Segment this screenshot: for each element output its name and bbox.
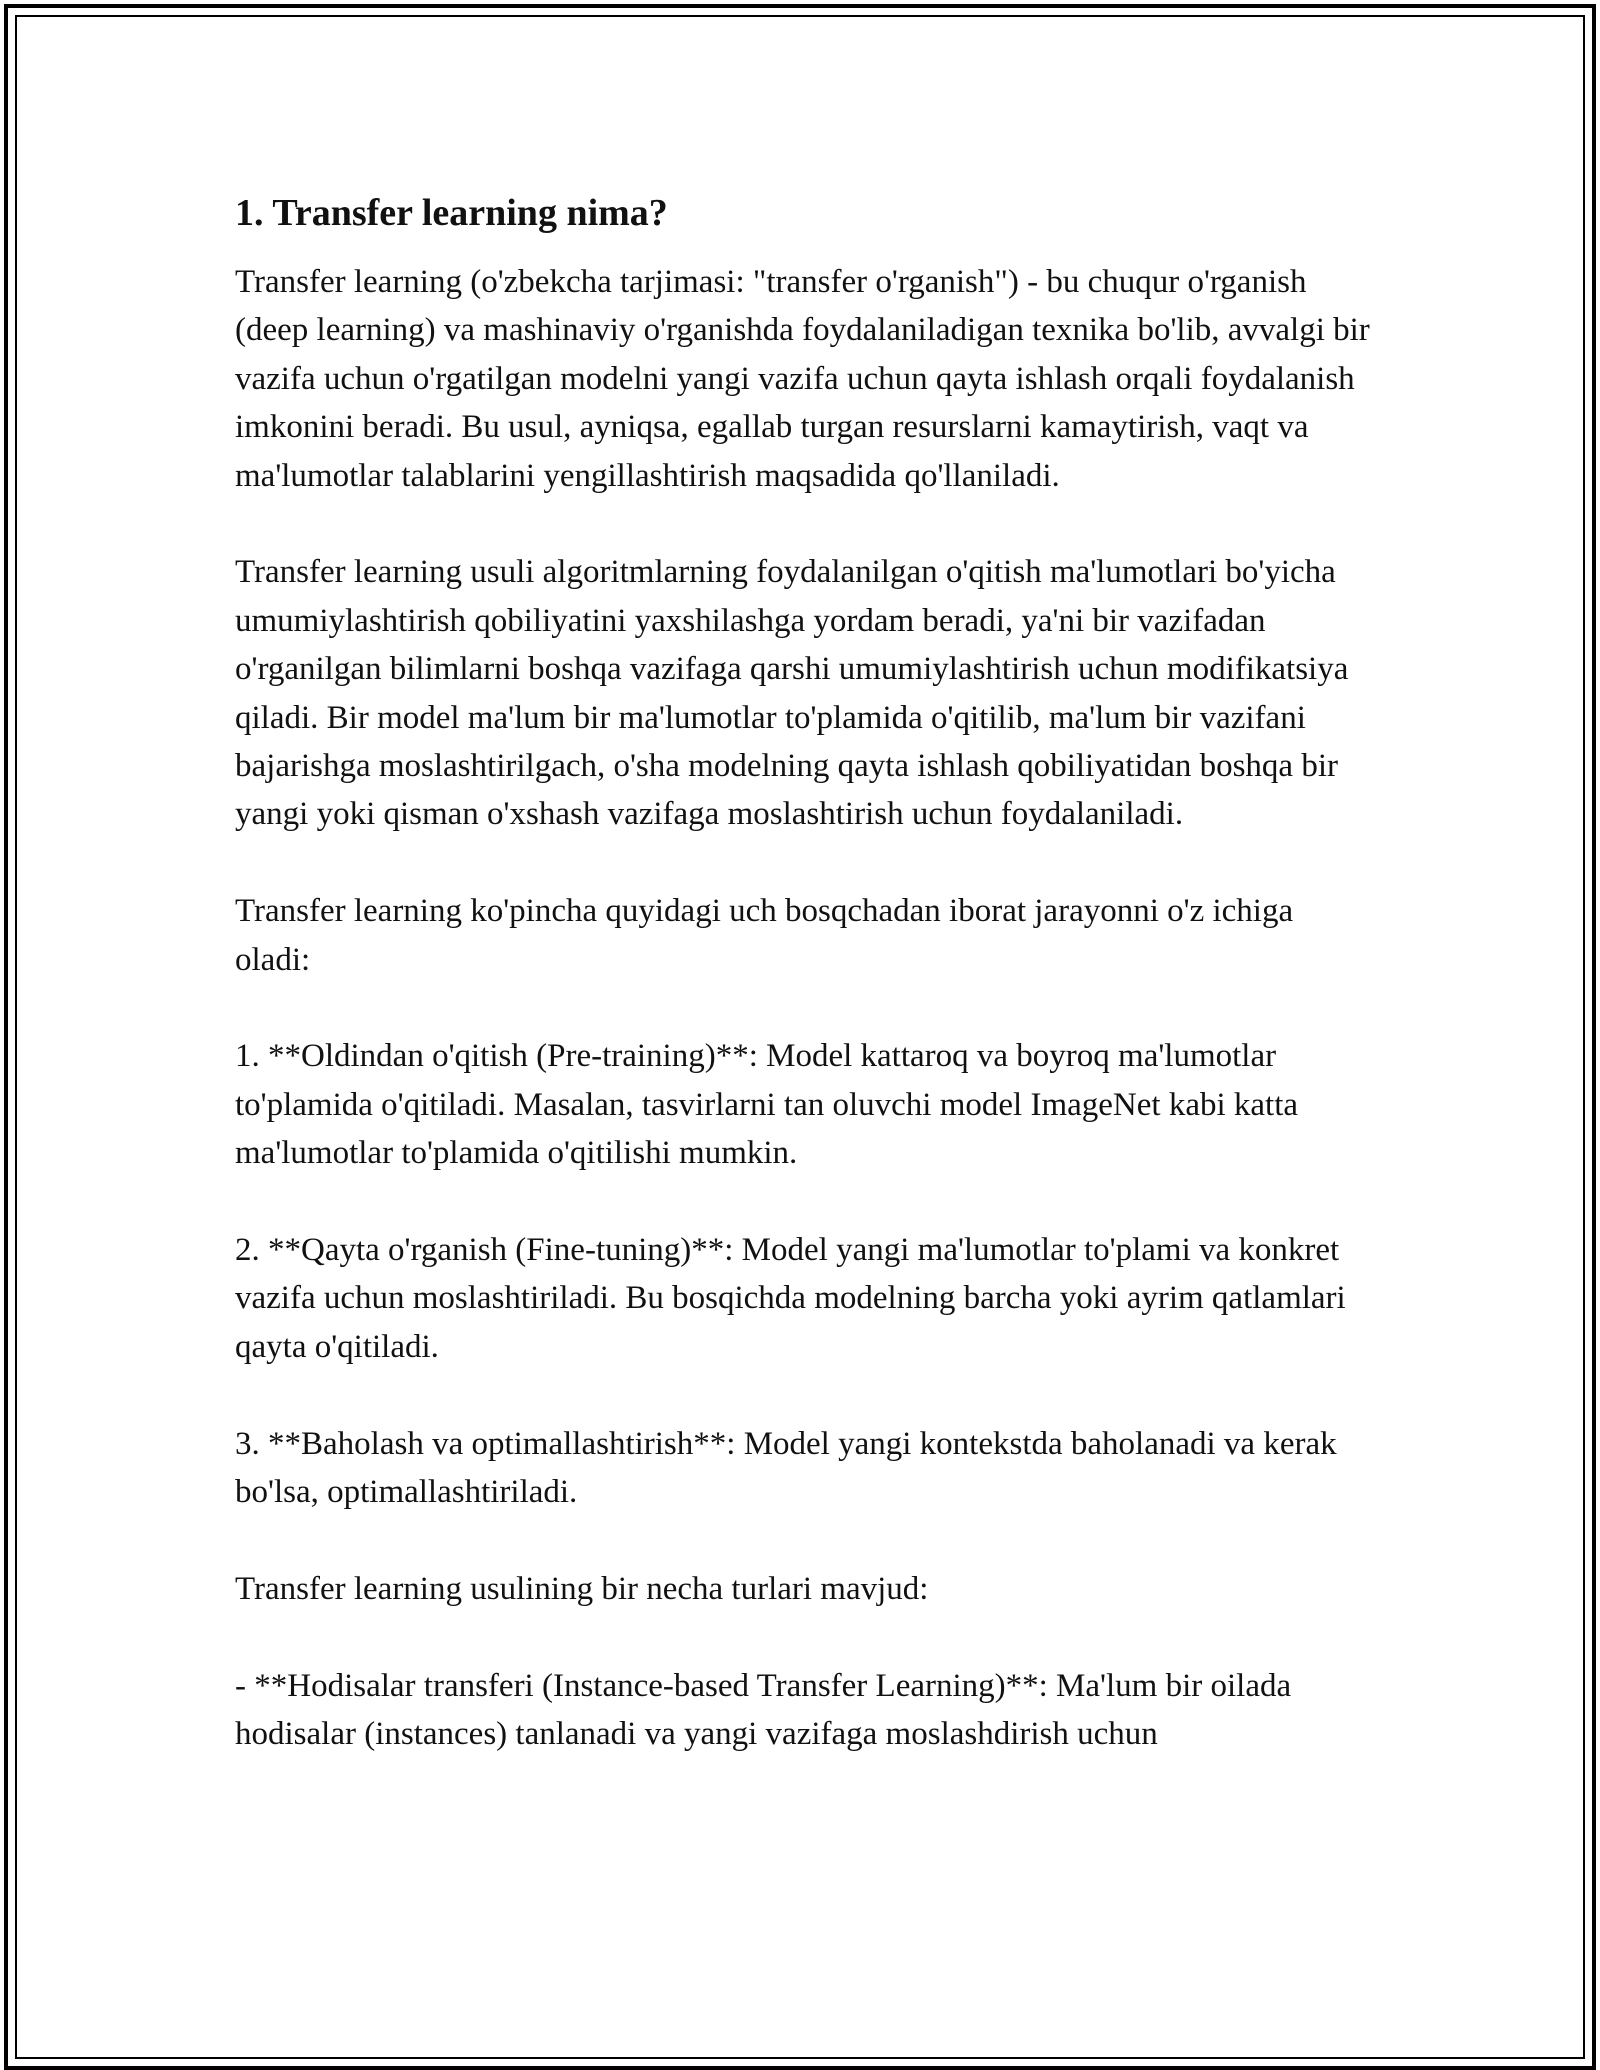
- stage-evaluation-item: 3. **Baholash va optimallashtirish**: Model yangi kontekstda baholanadi va kerak bo'lsa, optimallashtiriladi.: [235, 1425, 1337, 1511]
- document-body: [235, 186, 1370, 1758]
- stages-intro-paragraph: Transfer learning ko'pincha quyidagi uch bosqchadan iborat jarayonni o'z ichiga oladi:: [235, 893, 1294, 978]
- types-intro-paragraph: Transfer learning usulining bir necha turlari mavjud:: [235, 1570, 929, 1607]
- stage-pretraining-item: 1. **Oldindan o'qitish (Pre-training)**: Model kattaroq va boyroq ma'lumotlar to'plamida o'qitiladi. Masalan, tasvirlarni tan oluvchi model ImageNet kabi katta ma'lumotlar to'plamida o'qitilishi mumkin.: [235, 1038, 1299, 1172]
- section-heading: 1. Transfer learning nima?: [235, 192, 668, 234]
- stage-finetuning-item: 2. **Qayta o'rganish (Fine-tuning)**: Model yangi ma'lumotlar to'plami va konkret vazifa uchun moslashtiriladi. Bu bosqichda modelning barcha yoki ayrim qatlamlari qayta o'qitiladi.: [235, 1232, 1346, 1365]
- generalization-paragraph: Transfer learning usuli algoritmlarning foydalanilgan o'qitish ma'lumotlari bo'yicha umumiylashtirish qobiliyatini yaxshilashga yordam beradi, ya'ni bir vazifadan o'rganilgan bilimlarni boshqa vazifaga qarshi umumiylashtirish uchun modifikatsiya qiladi. Bir model ma'lum bir ma'lumotlar to'plamida o'qitilib, ma'lum bir vazifani bajarishga moslashtirilgach, o'sha modelning qayta ishlash qobiliyatidan boshqa bir yangi yoki qisman o'xshash vazifaga moslashtirish uchun foydalaniladi.: [235, 554, 1349, 833]
- type-instance-based-item: - **Hodisalar transferi (Instance-based Transfer Learning)**: Ma'lum bir oilada hodisalar (instances) tanlanadi va yangi vazifaga moslashdirish uchun: [235, 1667, 1292, 1753]
- intro-paragraph: Transfer learning (o'zbekcha tarjimasi: "transfer o'rganish") - bu chuqur o'rganish (deep learning) va mashinaviy o'rganishda foydalaniladigan texnika bo'lib, avvalgi bir vazifa uchun o'rgatilgan modelni yangi vazifa uchun qayta ishlash orqali foydalanish imkonini beradi. Bu usul, ayniqsa, egallab turgan resurslarni kamaytirish, vaqt va ma'lumotlar talablarini yengillashtirish maqsadida qo'llaniladi.: [235, 264, 1370, 494]
